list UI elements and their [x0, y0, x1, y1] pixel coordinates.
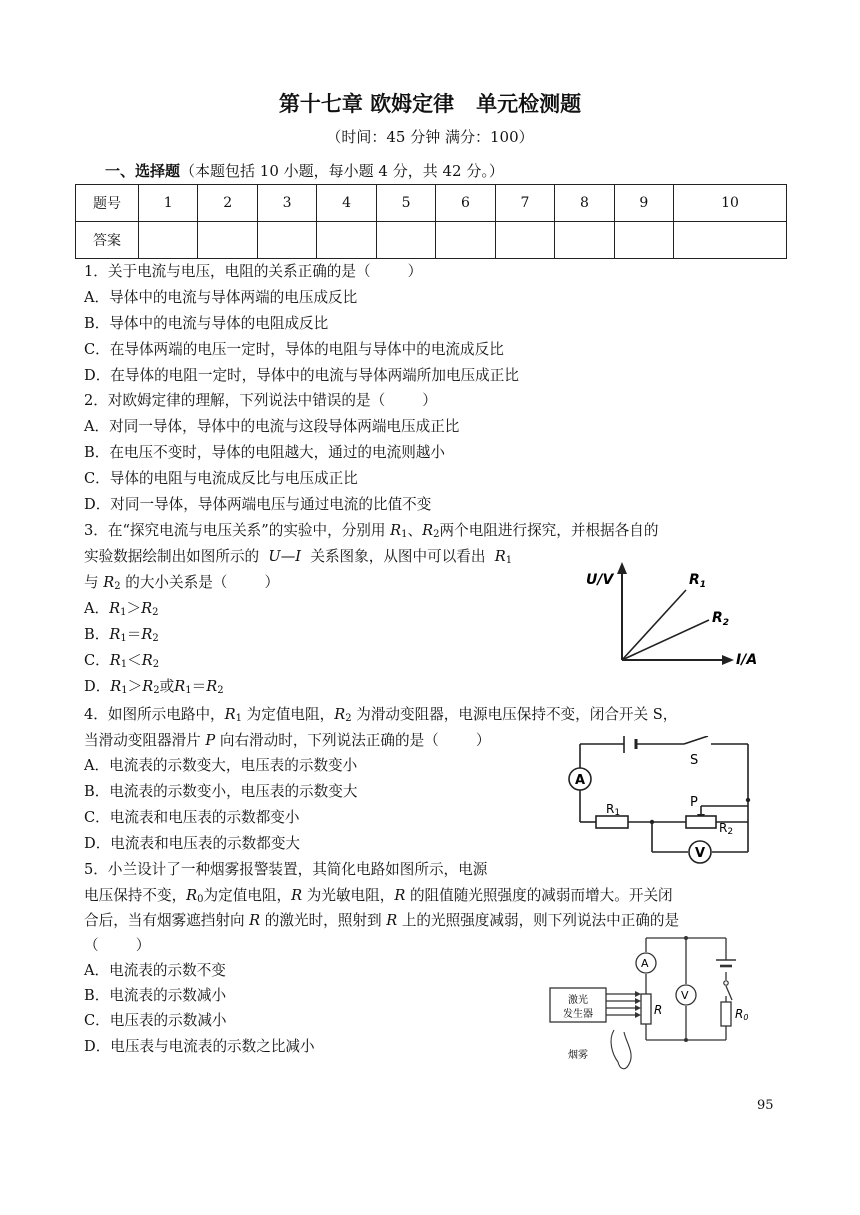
r1-label-sub: 1: [699, 580, 707, 590]
q2-option-c: C．导体的电阻与电流成反比与电压成正比: [84, 470, 358, 487]
answer-cell[interactable]: [257, 222, 316, 259]
q4-option-c: C．电流表和电压表的示数都变小: [84, 809, 300, 826]
q3-stem-line1: [84, 521, 658, 545]
laser-arrow: [635, 991, 641, 997]
q3-sub: 1: [121, 685, 128, 696]
answer-cell[interactable]: [495, 222, 554, 259]
question-number-cell: 8: [555, 185, 614, 222]
q4-circuit-diagram: [566, 736, 766, 868]
laser-label-line2: 发生器: [563, 1009, 593, 1020]
photoresistor-label: R: [654, 1003, 663, 1017]
q3-sub: 2: [152, 659, 160, 670]
smoke-label: 烟雾: [568, 1050, 588, 1061]
junction-dot: [684, 936, 688, 940]
exam-info: （时间：45 分钟 满分：100）: [326, 128, 534, 146]
r2-line: [622, 620, 709, 660]
q2-option-d: D．对同一导体，导体两端电压与通过电流的比值不变: [84, 496, 432, 513]
laser-arrow: [635, 1012, 641, 1018]
r1-label-sub: 1: [614, 808, 621, 818]
question-number-cell: 2: [198, 185, 257, 222]
r2-label-sub: 2: [722, 618, 730, 628]
q3-sub: 1: [120, 659, 128, 670]
q5-var: R: [386, 912, 398, 929]
q1-option-d: D．在导体的电阻一定时，导体中的电流与导体两端所加电压成正比: [84, 367, 519, 384]
q3-var: R: [422, 522, 434, 539]
q5-option-b: B．电流表的示数减小: [84, 987, 227, 1004]
q3-text: ＞: [127, 678, 143, 695]
q3-var: R: [206, 678, 218, 695]
q4-text: 为滑动变阻器，电源电压保持不变，闭合开关 S，: [351, 706, 678, 723]
q4-text: 为定值电阻，: [242, 706, 335, 723]
q3-text: 或: [159, 678, 175, 695]
q4-option-a: A．电流表的示数变大，电压表的示数变小: [84, 757, 358, 774]
r2-label-text: R: [712, 610, 723, 626]
q5-stem-line1: 5．小兰设计了一种烟雾报警装置，其简化电路如图所示，电源: [84, 861, 488, 878]
q3-text: 的大小关系是（ ）: [120, 574, 280, 591]
q5-option-c: C．电压表的示数减小: [84, 1012, 227, 1029]
q4-text: 向右滑动时，下列说法正确的是（ ）: [215, 732, 491, 749]
answer-cell[interactable]: [198, 222, 257, 259]
q5-text: 上的光照强度减弱，则下列说法中正确的是: [397, 912, 680, 929]
resistor-r0: [721, 1002, 731, 1026]
q5-stem-line4: （ ）: [84, 937, 151, 954]
q3-text: A．: [84, 600, 110, 617]
laser-arrow: [635, 998, 641, 1004]
q5-text: 的激光时，照射到: [260, 912, 387, 929]
q3-sub: 2: [114, 581, 121, 592]
q3-var: R: [141, 626, 153, 643]
r2-label-sub: 2: [727, 827, 734, 837]
q1-option-c: C．在导体两端的电压一定时，导体的电阻与导体中的电流成反比: [84, 341, 504, 358]
laser-arrow: [635, 1005, 641, 1011]
q5-text: 合后，当有烟雾遮挡射向: [84, 912, 250, 929]
q5-stem-line3: [84, 911, 679, 931]
r2-label-text: R: [719, 821, 728, 835]
q3-text: ＜: [127, 652, 142, 669]
q2-option-a: A．对同一导体，导体中的电流与这段导体两端电压成正比: [84, 418, 460, 435]
question-number-cell: 3: [257, 185, 316, 222]
q3-text: C．: [84, 652, 110, 669]
q2-option-b: B．在电压不变时，导体的电阻越大，通过的电流则越小: [84, 444, 445, 461]
q5-stem-line2: [84, 886, 673, 910]
q3-var: R: [109, 626, 121, 643]
q5-text: 的阻值随光照强度的减弱而增大。开关闭: [405, 887, 673, 904]
table-row: [76, 222, 787, 259]
q3-sub: 2: [217, 685, 224, 696]
q3-text: 两个电阻进行探究，并根据各自的: [439, 522, 659, 539]
table-row: [76, 185, 787, 222]
q3-text: 3．在“探究电流与电压关系”的实验中，分别用: [84, 522, 391, 539]
q3-sub: 1: [120, 607, 127, 618]
section-heading-text: 一、选择题: [105, 162, 181, 180]
q4-var: P: [205, 732, 216, 749]
q3-var: R: [110, 678, 122, 695]
question-number-cell: 7: [495, 185, 554, 222]
q3-var: R: [109, 600, 121, 617]
q1-stem: 1．关于电流与电压，电阻的关系正确的是（ ）: [84, 263, 423, 280]
voltmeter-label: V: [695, 846, 706, 861]
switch-label: S: [690, 753, 699, 768]
q5-text: 电压保持不变，: [84, 887, 187, 904]
q5-option-a: A．电流表的示数不变: [84, 962, 226, 979]
laser-label-line1: 激光: [568, 995, 588, 1006]
q5-text: 为光敏电阻，: [302, 887, 395, 904]
x-axis-label: I/A: [736, 652, 758, 668]
q3-option-a: [84, 599, 159, 623]
q3-var: R: [103, 574, 115, 591]
answer-table: [75, 184, 787, 259]
junction-dot: [650, 820, 654, 824]
answer-cell[interactable]: [436, 222, 495, 259]
answer-cell[interactable]: [139, 222, 198, 259]
r0-label-text: R: [735, 1007, 744, 1021]
slider-label: P: [690, 795, 698, 810]
q3-text: ＝: [191, 678, 207, 695]
section-heading: [105, 160, 504, 181]
q5-sub: 0: [197, 894, 204, 905]
r0-label: [735, 1007, 748, 1022]
answer-cell[interactable]: [376, 222, 435, 259]
table-header-cell: 题号: [76, 185, 139, 222]
q3-option-d: [84, 677, 224, 701]
q3-text: D．: [84, 678, 111, 695]
q3-var: R: [390, 522, 402, 539]
q3-var: R: [494, 548, 506, 565]
q4-var: R: [224, 706, 236, 723]
q5-var: R: [291, 887, 303, 904]
ammeter-label: A: [575, 773, 586, 788]
page-title: 第十七章 欧姆定律 单元检测题: [278, 92, 582, 116]
r0-label-sub: 0: [743, 1013, 749, 1022]
q4-text: 当滑动变阻器滑片: [84, 732, 206, 749]
x-axis-arrow: [722, 655, 734, 665]
r1-label: [606, 802, 620, 818]
q4-stem-line2: [84, 731, 490, 751]
q3-text: 、: [407, 522, 423, 539]
table-header-cell: 答案: [76, 222, 139, 259]
q3-var: U—I: [268, 548, 302, 565]
question-number-cell: 6: [436, 185, 495, 222]
q5-option-d: D．电压表与电流表的示数之比减小: [84, 1038, 315, 1055]
answer-cell[interactable]: [674, 222, 787, 259]
question-number-cell: 5: [376, 185, 435, 222]
ammeter-label: A: [641, 957, 649, 970]
page-number: 95: [757, 1098, 774, 1113]
q5-var: R: [394, 887, 406, 904]
resistor-r1: [596, 816, 628, 828]
q3-ui-graph: [582, 560, 762, 670]
q4-var: R: [334, 706, 346, 723]
q2-stem: 2．对欧姆定律的理解，下列说法中错误的是（ ）: [84, 392, 437, 409]
q3-sub: 2: [152, 607, 159, 618]
q4-text: 4．如图所示电路中，: [84, 706, 225, 723]
q3-var: R: [174, 678, 186, 695]
q3-var: R: [142, 678, 154, 695]
q4-option-b: B．电流表的示数变小，电压表的示数变大: [84, 783, 358, 800]
answer-cell[interactable]: [614, 222, 673, 259]
r2-label: [719, 821, 733, 837]
q3-stem-line3: [84, 573, 279, 597]
r1-line: [622, 590, 686, 660]
q3-sub: 2: [152, 633, 159, 644]
switch-contact: [724, 981, 728, 985]
q4-sub: 2: [345, 713, 352, 724]
section-note: （本题包括 10 小题，每小题 4 分，共 42 分。）: [180, 162, 504, 180]
q3-text: ＞: [126, 600, 142, 617]
r1-label: [689, 572, 706, 590]
r1-label-text: R: [689, 572, 700, 588]
q1-option-a: A．导体中的电流与导体两端的电压成反比: [84, 289, 358, 306]
q5-text: 为定值电阻，: [203, 887, 292, 904]
q3-text: 实验数据绘制出如图所示的: [84, 548, 269, 565]
answer-cell[interactable]: [317, 222, 376, 259]
r2-label: [712, 610, 729, 628]
y-axis-arrow: [617, 562, 627, 574]
q5-circuit-diagram: [546, 930, 756, 1075]
voltmeter-label: V: [681, 989, 689, 1002]
r1-label-text: R: [606, 802, 615, 816]
q3-sub: 1: [401, 529, 408, 540]
q3-text: B．: [84, 626, 110, 643]
q5-var: R: [249, 912, 261, 929]
question-number-cell: 4: [317, 185, 376, 222]
q5-var: R: [186, 887, 198, 904]
q1-option-b: B．导体中的电流与导体的电阻成反比: [84, 315, 329, 332]
question-number-cell: 1: [139, 185, 198, 222]
q3-sub: 2: [433, 529, 440, 540]
photoresistor-r: [641, 994, 651, 1024]
q3-sub: 1: [120, 633, 127, 644]
q4-stem-line1: [84, 705, 677, 729]
q3-text: 与: [84, 574, 104, 591]
q3-text: 关系图象，从图中可以看出: [301, 548, 495, 565]
question-number-cell: 10: [674, 185, 787, 222]
q3-sub: 2: [153, 685, 160, 696]
y-axis-label: U/V: [586, 572, 614, 588]
junction-dot: [684, 1038, 688, 1042]
q3-var: R: [141, 652, 153, 669]
q3-var: R: [141, 600, 153, 617]
q3-option-c: [84, 651, 159, 675]
q3-stem-line2: [84, 547, 512, 571]
rheostat-r2: [686, 816, 716, 828]
q3-option-b: [84, 625, 159, 649]
answer-cell[interactable]: [555, 222, 614, 259]
q3-sub: 1: [505, 555, 513, 566]
q3-sub: 1: [185, 685, 192, 696]
q4-sub: 1: [235, 713, 243, 724]
q3-text: ＝: [126, 626, 142, 643]
junction-dot: [746, 798, 750, 802]
q3-var: R: [109, 652, 121, 669]
q4-option-d: D．电流表和电压表的示数都变大: [84, 835, 301, 852]
question-number-cell: 9: [614, 185, 673, 222]
